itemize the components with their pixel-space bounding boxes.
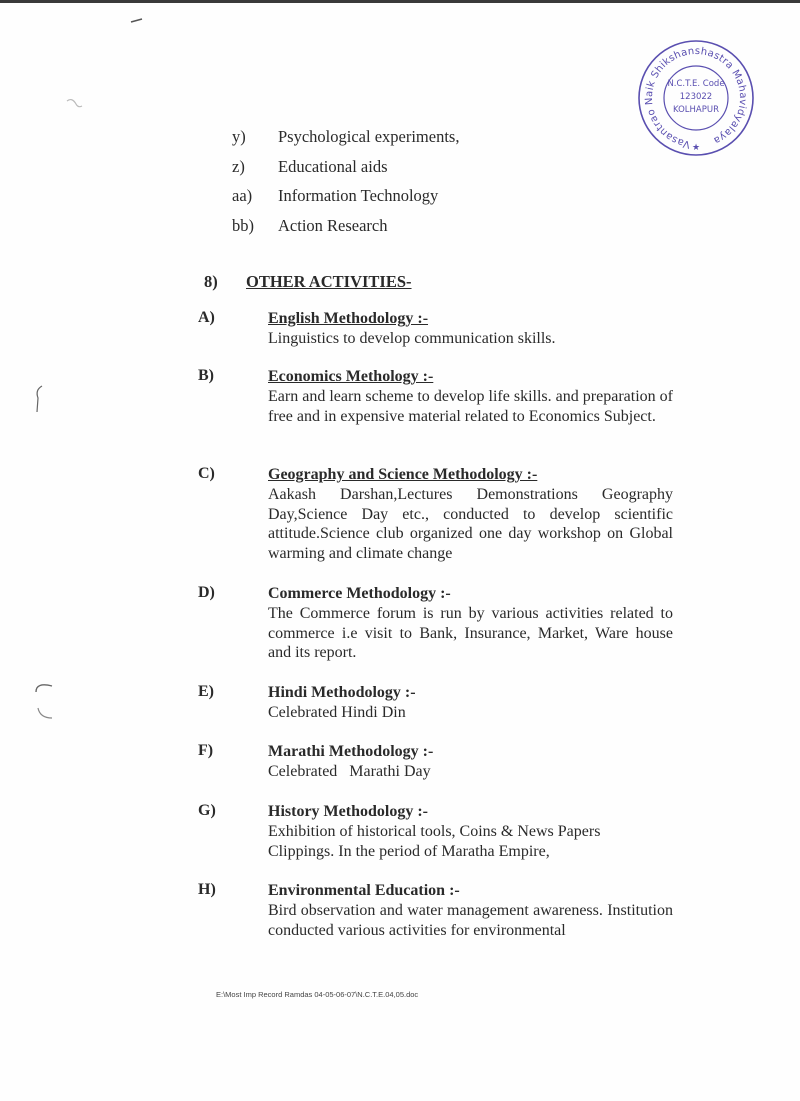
list-item (232, 181, 459, 211)
activity-text: Bird observation and water management awareness. Institution conducted various activities for environmental (268, 902, 673, 939)
list-text: Psychological experiments, (278, 127, 460, 146)
activity-text: Aakash Darshan,Lectures Demonstrations Geography Day,Science Day etc., conducted to develop scientific attitude.Science club organized one day workshop on Global warming and climate change (268, 486, 673, 562)
stamp-ring-text: Vasantrao Naik Shikshanshastra Mahavidyalaya (643, 45, 749, 150)
continued-list (232, 122, 459, 240)
activity-letter: H) (198, 881, 216, 898)
list-text: Action Research (278, 215, 388, 235)
activity-body (268, 742, 673, 782)
activity-letter: D) (198, 584, 215, 601)
list-item (232, 211, 459, 241)
activity-body (268, 881, 673, 940)
activity-title: Environmental Education :- (268, 882, 460, 899)
stamp-line-2: 123022 (679, 92, 713, 102)
section-title: OTHER ACTIVITIES- (246, 272, 412, 291)
activity-body (268, 309, 673, 349)
activity-text: The Commerce forum is run by various activities related to commerce i.e visit to Bank, Insurance, Market, Ware house and its report. (268, 605, 673, 661)
activity-body (268, 367, 673, 426)
stamp-line-3: KOLHAPUR (673, 105, 719, 115)
activity-letter: G) (198, 802, 216, 819)
activity-title: Hindi Methodology :- (268, 684, 416, 701)
list-text: Information Technology (278, 186, 439, 205)
activity-title: Geography and Science Methodology :- (268, 466, 538, 483)
activity-text: Clippings. In the period of Maratha Empire, (268, 842, 550, 860)
activity-letter: A) (198, 309, 215, 326)
activity-letter: F) (198, 742, 214, 759)
activity-text: Earn and learn scheme to develop life skills. and preparation of free and in expensive material related to Economics Subject. (268, 388, 673, 425)
stamp-star-icon: ★ (691, 143, 701, 153)
section-heading (204, 272, 412, 292)
activity-body (268, 465, 673, 563)
activity-text: Linguistics to develop communication skills. (268, 330, 556, 347)
activity-letter: B) (198, 367, 214, 384)
activity-title: Commerce Methodology :- (268, 585, 451, 602)
activity-body (268, 584, 673, 663)
list-item (232, 122, 459, 152)
activity-title: Marathi Methodology :- (268, 743, 434, 760)
scan-margin-mark (30, 380, 50, 420)
activity-letter: E) (198, 683, 214, 700)
list-marker: z) (232, 156, 245, 176)
list-item (232, 152, 459, 182)
activity-text: Celebrated Hindi Din (268, 704, 406, 721)
list-text: Educational aids (278, 156, 388, 176)
top-edge-rule (0, 0, 800, 3)
footer-file-path: E:\Most Imp Record Ramdas 04-05-06-07\N.C.T.E.04,05.doc (216, 990, 419, 999)
list-marker: aa) (232, 186, 253, 205)
activity-title: English Methodology :- (268, 310, 429, 327)
activity-letter: C) (198, 465, 215, 482)
section-number: 8) (204, 272, 218, 291)
activity-body (268, 683, 673, 723)
stamp-line-1: N.C.T.E. Code (667, 79, 725, 89)
scan-smudge (64, 96, 84, 112)
scan-hole-mark (30, 678, 56, 724)
activity-title: History Methodology :- (268, 803, 428, 820)
scan-mark (130, 16, 144, 26)
list-marker: y) (232, 127, 246, 146)
activity-title: Economics Methology :- (268, 368, 434, 385)
institution-stamp (630, 38, 762, 158)
activity-text: Exhibition of historical tools, Coins & News Papers (268, 823, 601, 840)
activity-text: Celebrated Marathi Day (268, 763, 431, 780)
list-marker: bb) (232, 215, 254, 235)
activity-body (268, 802, 673, 861)
